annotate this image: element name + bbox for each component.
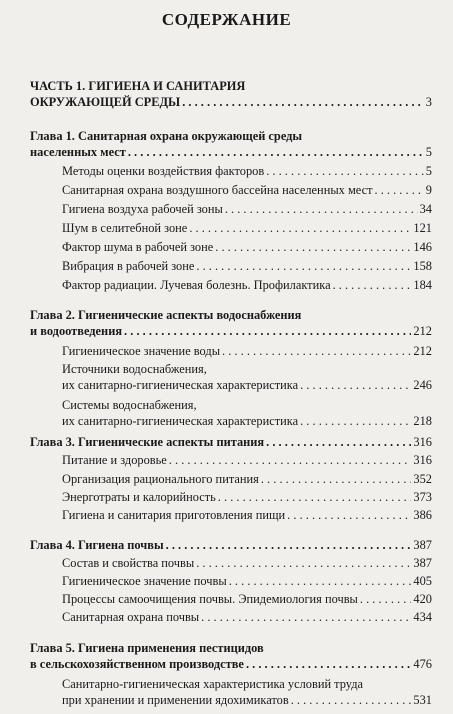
page-title: СОДЕРЖАНИЕ [161,10,292,29]
leader-dots [246,656,411,672]
leader-dots [189,220,411,236]
toc-entry-text: Системы водоснабжения, [62,398,197,412]
toc-page-number: 121 [413,221,432,235]
toc-entry-text: населенных мест [30,145,126,159]
toc-page-number: 5 [425,145,432,159]
toc-page-number: 434 [413,610,432,624]
leader-dots [222,343,411,359]
toc-item[interactable] [62,555,432,571]
toc-item[interactable] [62,361,432,393]
toc-entry-text: и водоотведения [30,324,123,338]
toc-page-number: 184 [413,278,432,292]
toc-entry-text: Глава 2. Гигиенические аспекты водоснабжения [30,308,302,322]
toc-page-number: 405 [413,574,432,588]
toc-item[interactable] [62,239,432,255]
toc-entry-text: Глава 3. Гигиенические аспекты питания [30,435,265,449]
toc-page-number: 34 [419,202,432,216]
toc-entry-text: Состав и свойства почвы [62,556,195,570]
toc-page-number: 420 [413,592,432,606]
leader-dots [182,94,424,110]
toc-entry-text: Гигиеническое значение почвы [62,574,227,588]
leader-dots [128,144,424,160]
toc-entry-text: Процессы самоочищения почвы. Эпидемиология почвы [62,592,358,606]
toc-entry-text: Фактор радиации. Лучевая болезнь. Профилактика [62,278,331,292]
toc-entry-text: ОКРУЖАЮЩЕЙ СРЕДЫ [30,95,181,109]
toc-item[interactable] [62,489,432,505]
leader-dots [375,182,424,198]
toc-item[interactable] [62,397,432,429]
toc-page-number: 352 [413,472,432,486]
toc-entry-text: Энерготраты и калорийность [62,490,216,504]
toc-item[interactable] [62,163,432,179]
toc-item[interactable] [62,591,432,607]
toc-page-number: 158 [413,259,432,273]
toc-entry-text: Санитарная охрана почвы [62,610,200,624]
toc-entry-text: Источники водоснабжения, [62,362,207,376]
toc-page-number: 387 [413,538,432,552]
toc-entry-text: Глава 5. Гигиена применения пестицидов [30,641,264,655]
toc-item[interactable] [62,258,432,274]
toc-page-number: 212 [413,344,432,358]
toc-entry-text: Глава 1. Санитарная охрана окружающей среды [30,129,303,143]
toc-entry-text: их санитарно-гигиеническая характеристика [62,378,299,392]
toc-page-number: 373 [413,490,432,504]
toc-entry-text: Вибрация в рабочей зоне [62,259,195,273]
toc-page-number: 387 [413,556,432,570]
toc-item[interactable] [62,471,432,487]
leader-dots [300,413,411,429]
leader-dots [196,555,411,571]
leader-dots [266,163,424,179]
leader-dots [169,452,412,468]
toc-page-number: 218 [413,414,432,428]
toc-entry-text: Шум в селитебной зоне [62,221,188,235]
toc-item[interactable] [62,343,432,359]
leader-dots [266,434,411,450]
toc-chapter-5[interactable] [30,640,432,672]
toc-entry-text: Гигиеническое значение воды [62,344,221,358]
toc-page-number: 146 [413,240,432,254]
leader-dots [360,591,412,607]
toc-entry-text: Фактор шума в рабочей зоне [62,240,214,254]
toc-part-1[interactable] [30,78,432,110]
toc-entry-text: при хранении и применении ядохимикатов [62,693,289,707]
toc-entry-text: Методы оценки воздействия факторов [62,164,265,178]
toc-entry-text: Санитарно-гигиеническая характеристика условий труда [62,677,363,691]
toc-entry-text: Питание и здоровье [62,453,167,467]
leader-dots [218,489,412,505]
leader-dots [287,507,411,523]
toc-entry-text: Гигиена воздуха рабочей зоны [62,202,223,216]
leader-dots [261,471,412,487]
leader-dots [124,323,411,339]
toc-page-number: 316 [413,453,432,467]
toc-item[interactable] [62,201,432,217]
toc-entry-text: их санитарно-гигиеническая характеристика [62,414,299,428]
toc-page-number: 531 [413,693,432,707]
toc-item[interactable] [62,609,432,625]
toc-item[interactable] [62,573,432,589]
toc-chapter-3[interactable] [30,434,432,450]
toc-page-number: 5 [425,164,432,178]
toc-page-number: 9 [425,183,432,197]
toc-item[interactable] [62,182,432,198]
leader-dots [166,537,412,553]
toc-chapter-1[interactable] [30,128,432,160]
toc-entry-text: Организация рационального питания [62,472,259,486]
toc-entry-text: Санитарная охрана воздушного бассейна населенных мест [62,183,373,197]
toc-page-number: 246 [413,378,432,392]
toc-item[interactable] [62,277,432,293]
leader-dots [300,377,411,393]
toc-entry-text: Гигиена и санитария приготовления пищи [62,508,286,522]
leader-dots [225,201,418,217]
toc-page-number: 316 [413,435,432,449]
toc-entry-text: в сельскохозяйственном производстве [30,657,244,671]
toc-page-number: 476 [413,657,432,671]
toc-page-number: 212 [413,324,432,338]
leader-dots [333,277,412,293]
toc-entry-text: Глава 4. Гигиена почвы [30,538,164,552]
toc-page-number: 3 [425,95,432,109]
leader-dots [201,609,411,625]
toc-entry-text: ЧАСТЬ 1. ГИГИЕНА И САНИТАРИЯ [30,79,246,93]
toc-page-number: 386 [413,508,432,522]
toc-item[interactable] [62,220,432,236]
toc-chapter-4[interactable] [30,537,432,553]
toc-chapter-2[interactable] [30,307,432,339]
leader-dots [229,573,412,589]
toc-item[interactable] [62,507,432,523]
toc-item[interactable] [62,452,432,468]
leader-dots [291,692,412,708]
leader-dots [196,258,411,274]
toc-item[interactable] [62,676,432,708]
leader-dots [215,239,411,255]
